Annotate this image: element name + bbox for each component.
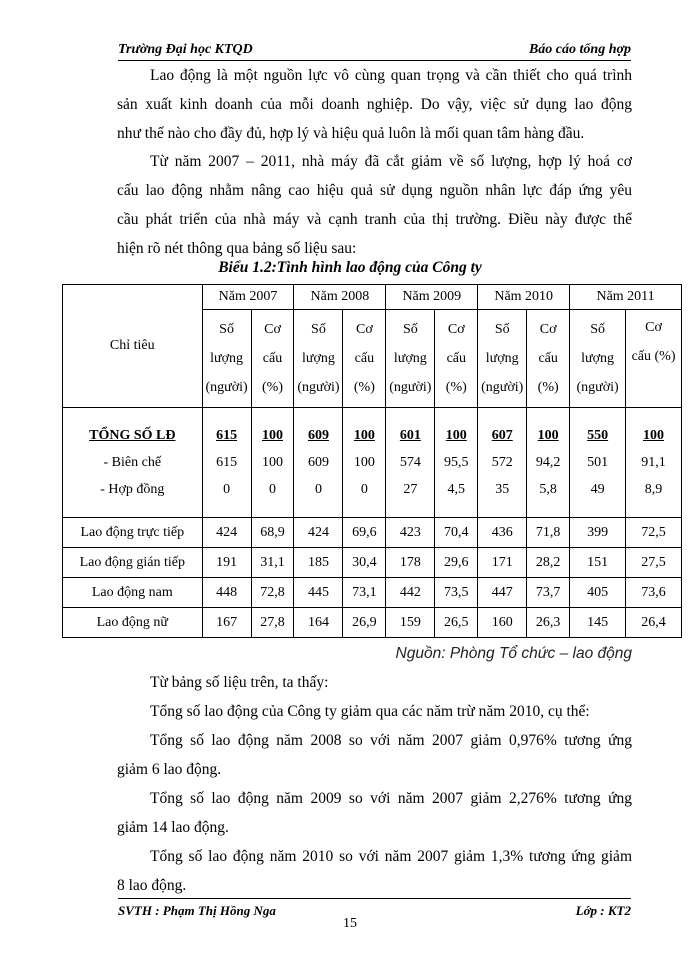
row-header-cell: Chỉ tiêu [63, 285, 203, 408]
table-cell-value: 5,8 [539, 482, 557, 497]
table-cell-value: 615 [216, 455, 238, 470]
table-cell: 178 [386, 548, 435, 578]
table-cell: 73,7 [527, 578, 570, 608]
table-cell-value: 601 [399, 428, 421, 443]
table-cell: 445 [294, 578, 343, 608]
table-cell-value: 8,9 [644, 482, 663, 497]
row-label: Lao động gián tiếp [63, 548, 203, 578]
table-cell-value: 35 [495, 482, 510, 497]
total-values-cell [386, 408, 435, 518]
subheader-line: cấu [538, 351, 558, 366]
page-number: 15 [343, 916, 357, 931]
text-line: giảm 14 lao động. [117, 819, 229, 836]
table-cell: 73,5 [435, 578, 478, 608]
page-header [118, 40, 631, 61]
row-label: Lao động nam [63, 578, 203, 608]
table-cell: 70,4 [435, 518, 478, 548]
table-cell: 171 [478, 548, 527, 578]
table-row [63, 608, 682, 638]
table-cell: 185 [294, 548, 343, 578]
total-label: TỔNG SỐ LĐ [89, 428, 176, 443]
total-labels-cell [63, 408, 203, 518]
table-cell-value: 100 [445, 428, 467, 443]
table-cell-value: 0 [269, 482, 276, 497]
subheader-line: (người) [297, 380, 340, 395]
subheader-line: cấu (%) [631, 349, 676, 364]
subheader-line: (%) [353, 380, 375, 395]
qty-subheader [294, 310, 343, 408]
total-values-cell [478, 408, 527, 518]
text-line: 8 lao động. [117, 877, 187, 894]
total-values-cell [251, 408, 294, 518]
table-cell-value: 550 [587, 428, 609, 443]
table-cell-value: 0 [314, 482, 322, 497]
text-line: cầu phát triển của nhà máy và cạnh tranh của thị trường. Điều này được thể [117, 211, 632, 228]
footer-class: Lớp : KT2 [575, 903, 631, 918]
table-cell: 26,5 [435, 608, 478, 638]
table-cell: 73,6 [626, 578, 682, 608]
total-values-cell [343, 408, 386, 518]
year-header: Năm 2009 [386, 285, 478, 310]
table-cell: 151 [570, 548, 626, 578]
qty-subheader [478, 310, 527, 408]
table-cell: 399 [570, 518, 626, 548]
qty-subheader [202, 310, 251, 408]
text-line: Tổng số lao động năm 2010 so với năm 2007 giảm 1,3% tương ứng giảm [150, 848, 632, 865]
table-cell-value: 95,5 [444, 455, 469, 470]
text-line: như thế nào cho đầy đủ, hợp lý và hiệu quả luôn là mối quan tâm hàng đầu. [117, 125, 585, 142]
text-line: hiện rõ nét thông qua bảng số liệu sau: [117, 240, 357, 257]
qty-subheader [570, 310, 626, 408]
subheader-line: (người) [205, 380, 248, 395]
header-school: Trường Đại học KTQD [118, 42, 253, 57]
subheader-line: Cơ [645, 320, 662, 335]
table-cell: 167 [202, 608, 251, 638]
table-cell-value: 91,1 [641, 455, 666, 470]
table-cell: 424 [202, 518, 251, 548]
total-values-cell [202, 408, 251, 518]
sub-label: - Biên chế [103, 455, 162, 470]
text-line: Tổng số lao động năm 2009 so với năm 2007 giảm 2,276% tương ứng [150, 790, 632, 807]
subheader-line: Cơ [447, 322, 465, 337]
table-cell: 423 [386, 518, 435, 548]
intro-paragraph-1 [117, 61, 632, 148]
table-row [63, 518, 682, 548]
table-cell: 28,2 [527, 548, 570, 578]
table-cell: 31,1 [251, 548, 294, 578]
table-cell-value: 607 [491, 428, 513, 443]
row-label: Lao động nữ [63, 608, 203, 638]
subheader-line: cấu [446, 351, 466, 366]
table-cell: 26,3 [527, 608, 570, 638]
table-cell: 73,1 [343, 578, 386, 608]
subheader-line: lượng [302, 351, 335, 366]
subheader-line: Số [219, 322, 234, 337]
row-label: Lao động trực tiếp [63, 518, 203, 548]
subheader-line: lượng [581, 351, 615, 366]
table-cell-value: 0 [360, 482, 368, 497]
table-cell-value: 0 [223, 482, 231, 497]
subheader-line: cấu [354, 351, 375, 366]
table-cell: 30,4 [343, 548, 386, 578]
table-cell-value: 27 [403, 482, 418, 497]
table-cell: 159 [386, 608, 435, 638]
footer-student: SVTH : Phạm Thị Hồng Nga [118, 903, 276, 918]
table-cell: 448 [202, 578, 251, 608]
subheader-line: (%) [262, 380, 283, 395]
table-cell: 191 [202, 548, 251, 578]
table-caption: Biểu 1.2:Tình hình lao động của Công ty [218, 259, 482, 276]
table-cell: 447 [478, 578, 527, 608]
subheader-line: Cơ [264, 322, 281, 337]
table-cell-value: 100 [262, 428, 283, 443]
subheader-line: lượng [393, 351, 427, 366]
text-line: Từ bảng số liệu trên, ta thấy: [150, 674, 329, 691]
source-note: Nguồn: Phòng Tổ chức – lao động [395, 645, 632, 662]
table-cell-value: 609 [307, 428, 329, 443]
table-cell: 145 [570, 608, 626, 638]
intro-paragraph-2 [117, 147, 632, 263]
subheader-line: (người) [389, 380, 432, 395]
text-line: sản xuất kinh doanh của mỗi doanh nghiệp. Do vậy, việc sử dụng lao động [117, 96, 632, 113]
table-cell-value: 100 [353, 428, 375, 443]
text-line: Tổng số lao động của Công ty giảm qua các năm trừ năm 2010, cụ thể: [150, 703, 590, 720]
pct-subheader [435, 310, 478, 408]
subheader-line: (%) [537, 380, 559, 395]
year-header: Năm 2008 [294, 285, 386, 310]
year-header: Năm 2007 [202, 285, 294, 310]
table-cell-value: 94,2 [535, 455, 561, 470]
pct-subheader [251, 310, 294, 408]
total-values-cell [527, 408, 570, 518]
subheader-line: cấu [262, 351, 283, 366]
subheader-line: Số [311, 322, 326, 337]
total-values-cell [294, 408, 343, 518]
table-cell-value: 100 [353, 455, 375, 470]
table-cell: 71,8 [527, 518, 570, 548]
table-cell: 26,4 [626, 608, 682, 638]
table-cell: 442 [386, 578, 435, 608]
table-cell-value: 615 [216, 428, 238, 443]
subheader-line: lượng [485, 351, 519, 366]
analysis [117, 668, 632, 900]
table-cell-value: 574 [399, 455, 421, 470]
subheader-line: (người) [481, 380, 524, 395]
table-cell: 405 [570, 578, 626, 608]
table-cell-value: 100 [262, 455, 283, 470]
subheader-line: Cơ [539, 322, 557, 337]
table-cell: 26,9 [343, 608, 386, 638]
year-header: Năm 2011 [570, 285, 682, 310]
table-row [63, 578, 682, 608]
year-header: Năm 2010 [478, 285, 570, 310]
page-footer [118, 898, 631, 918]
subheader-line: Số [494, 322, 510, 337]
table-cell: 164 [294, 608, 343, 638]
total-values-cell [570, 408, 626, 518]
subheader-line: (người) [576, 380, 619, 395]
table-cell: 69,6 [343, 518, 386, 548]
sub-label: - Hợp đồng [100, 482, 165, 497]
total-values-cell [435, 408, 478, 518]
table-cell: 27,5 [626, 548, 682, 578]
subheader-line: Số [590, 322, 605, 337]
text-line: cấu lao động nhằm nâng cao hiệu quả sử dụng nguồn nhân lực đáp ứng yêu [117, 182, 632, 199]
table-cell: 160 [478, 608, 527, 638]
table-cell-value: 609 [307, 455, 329, 470]
table-cell-value: 100 [537, 428, 559, 443]
table-cell: 27,8 [251, 608, 294, 638]
text-line: Lao động là một nguồn lực vô cùng quan trọng và cần thiết cho quá trình [150, 67, 632, 84]
table-cell: 29,6 [435, 548, 478, 578]
pct-subheader [626, 310, 682, 408]
pct-subheader [527, 310, 570, 408]
table-cell-value: 49 [590, 482, 605, 497]
text-line: giảm 6 lao động. [117, 761, 222, 778]
subheader-line: Số [402, 322, 418, 337]
text-line: Tổng số lao động năm 2008 so với năm 2007 giảm 0,976% tương ứng [150, 732, 632, 749]
table-cell: 68,9 [251, 518, 294, 548]
table-cell: 436 [478, 518, 527, 548]
table-row [63, 548, 682, 578]
qty-subheader [386, 310, 435, 408]
subheader-line: Cơ [356, 322, 373, 337]
subheader-line: lượng [210, 351, 243, 366]
table-cell-value: 100 [643, 428, 665, 443]
pct-subheader [343, 310, 386, 408]
text-line: Từ năm 2007 – 2011, nhà máy đã cắt giảm về số lượng, hợp lý hoá cơ [150, 153, 632, 170]
table-cell-value: 4,5 [447, 482, 466, 497]
table-cell-value: 501 [587, 455, 609, 470]
table-cell: 72,8 [251, 578, 294, 608]
subheader-line: (%) [445, 380, 467, 395]
labor-table [62, 284, 682, 638]
table-cell: 72,5 [626, 518, 682, 548]
table-cell-value: 572 [491, 455, 513, 470]
table-cell: 424 [294, 518, 343, 548]
header-report-type: Báo cáo tổng hợp [528, 42, 631, 57]
total-values-cell [626, 408, 682, 518]
